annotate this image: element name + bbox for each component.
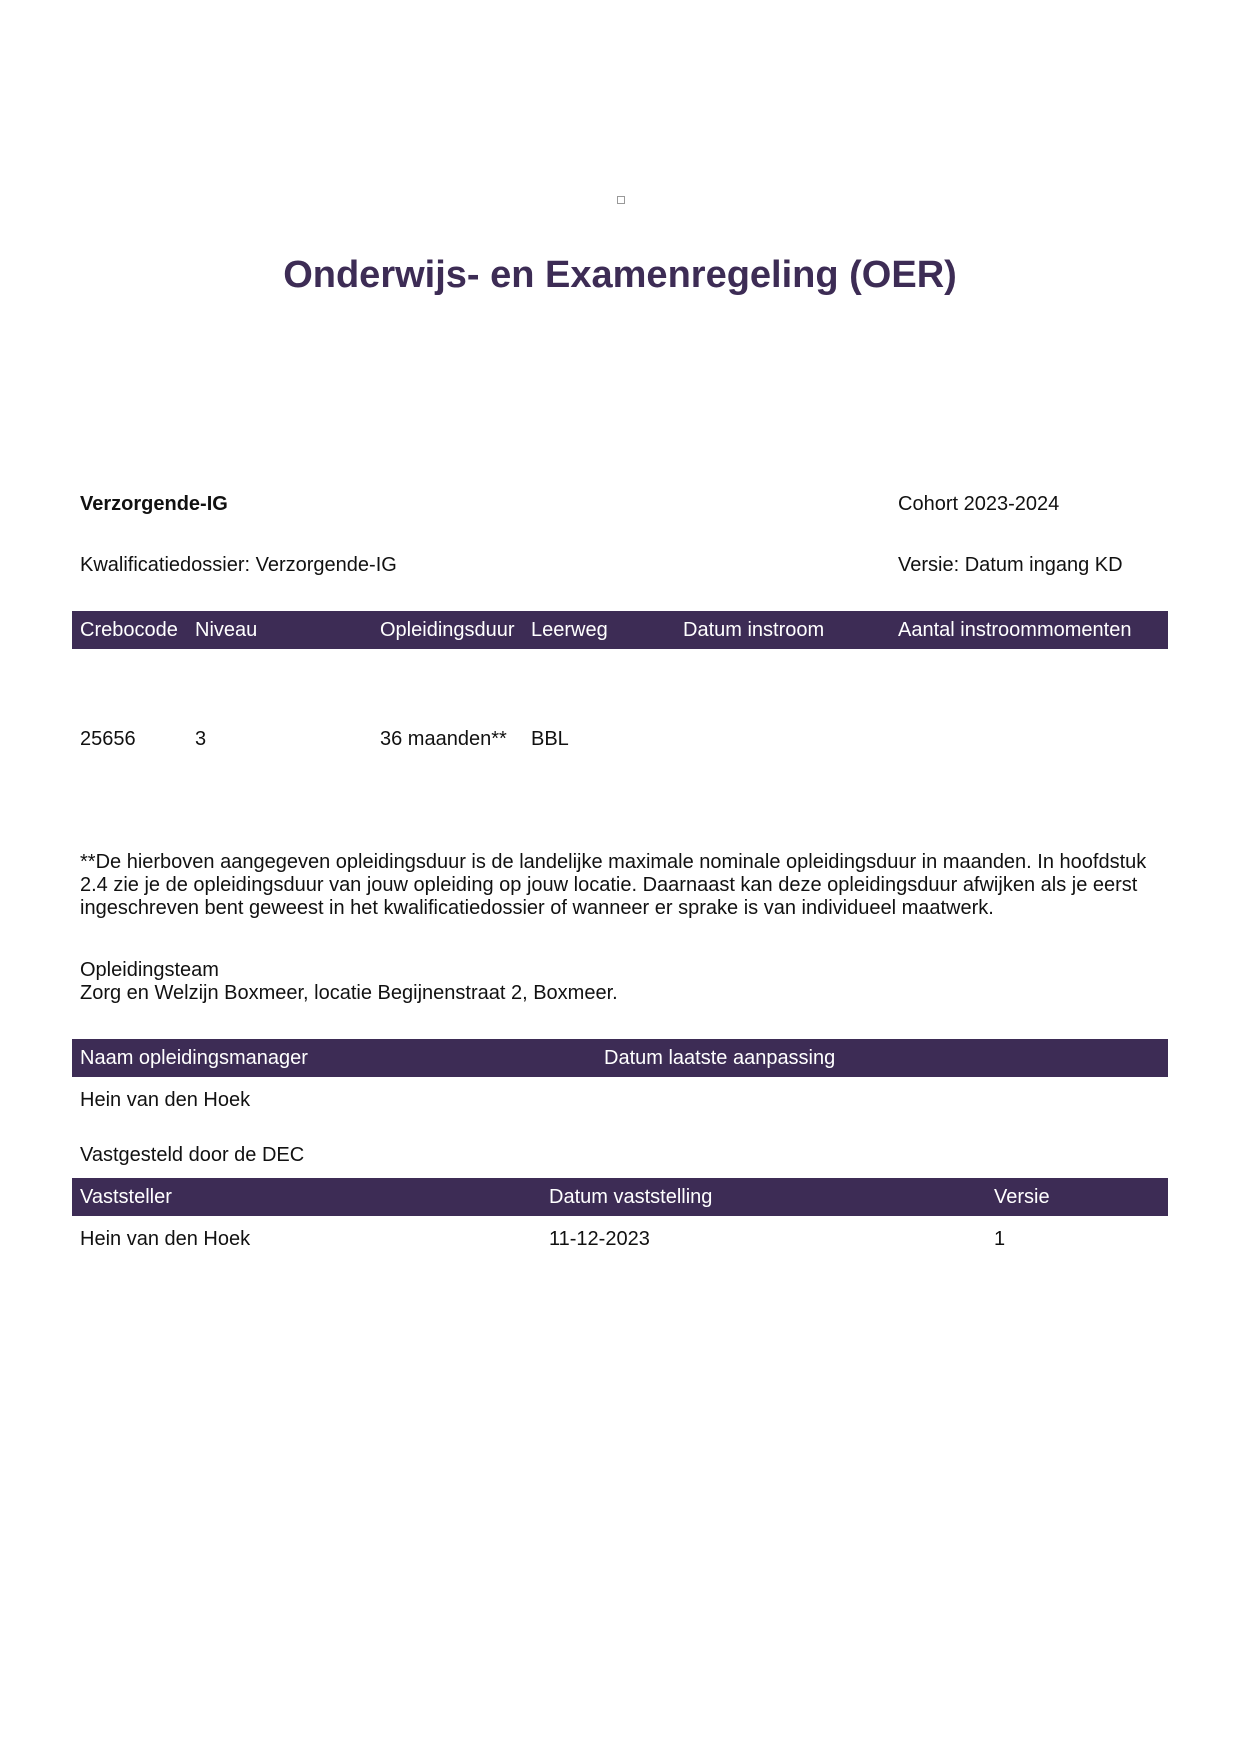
- table-row: [72, 1089, 1168, 1112]
- cell-crebocode: 25656: [80, 728, 136, 750]
- header-versie: Versie: [994, 1186, 1050, 1208]
- header-opleidingsduur: Opleidingsduur: [380, 619, 515, 641]
- page-title: Onderwijs- en Examenregeling (OER): [283, 254, 957, 296]
- cell-opleidingsduur: 36 maanden**: [380, 728, 507, 750]
- team-heading: Opleidingsteam: [80, 959, 219, 981]
- training-team: [80, 959, 618, 1005]
- cell-datum-vaststelling: 11-12-2023: [549, 1228, 650, 1250]
- cohort: Cohort 2023-2024: [898, 493, 1060, 515]
- table-row: [72, 728, 1168, 751]
- header-aantal-instroommomenten: Aantal instroommomenten: [898, 619, 1132, 641]
- duration-footnote: **De hierboven aangegeven opleidingsduur is de landelijke maximale nominale opleidingsduur in maanden. In hoofdstuk 2.4 zie je de opleidingsduur van jouw opleiding op jouw locatie. Daarnaast kan deze opleidingsduur afwijken als je eerst ingeschreven bent geweest in het kwalificatiedossier of wanneer er sprake is van individueel maatwerk.: [80, 851, 1147, 919]
- cell-leerweg: BBL: [531, 728, 569, 750]
- approval-table-header: [72, 1178, 1168, 1216]
- version-info: Versie: Datum ingang KD: [898, 554, 1123, 576]
- cell-manager-name: Hein van den Hoek: [80, 1089, 251, 1111]
- header-datum-instroom: Datum instroom: [683, 619, 825, 641]
- program-name: Verzorgende-IG: [80, 493, 228, 515]
- dec-label: Vastgesteld door de DEC: [80, 1144, 305, 1166]
- table-row: [72, 1228, 1168, 1251]
- header-crebocode: Crebocode: [80, 619, 178, 641]
- team-location: Zorg en Welzijn Boxmeer, locatie Begijnenstraat 2, Boxmeer.: [80, 982, 618, 1004]
- cell-niveau: 3: [195, 728, 207, 750]
- logo-placeholder-icon: [617, 196, 625, 204]
- cell-versie: 1: [994, 1228, 1006, 1250]
- header-datum-vaststelling: Datum vaststelling: [549, 1186, 713, 1208]
- header-datum-laatste-aanpassing: Datum laatste aanpassing: [604, 1047, 836, 1069]
- cell-vaststeller: Hein van den Hoek: [80, 1228, 251, 1250]
- qualification-dossier: Kwalificatiedossier: Verzorgende-IG: [80, 554, 397, 576]
- header-vaststeller: Vaststeller: [80, 1186, 172, 1208]
- header-leerweg: Leerweg: [531, 619, 608, 641]
- header-niveau: Niveau: [195, 619, 258, 641]
- header-naam-opleidingsmanager: Naam opleidingsmanager: [80, 1047, 308, 1069]
- program-table-header: [72, 611, 1168, 649]
- manager-table-header: [72, 1039, 1168, 1077]
